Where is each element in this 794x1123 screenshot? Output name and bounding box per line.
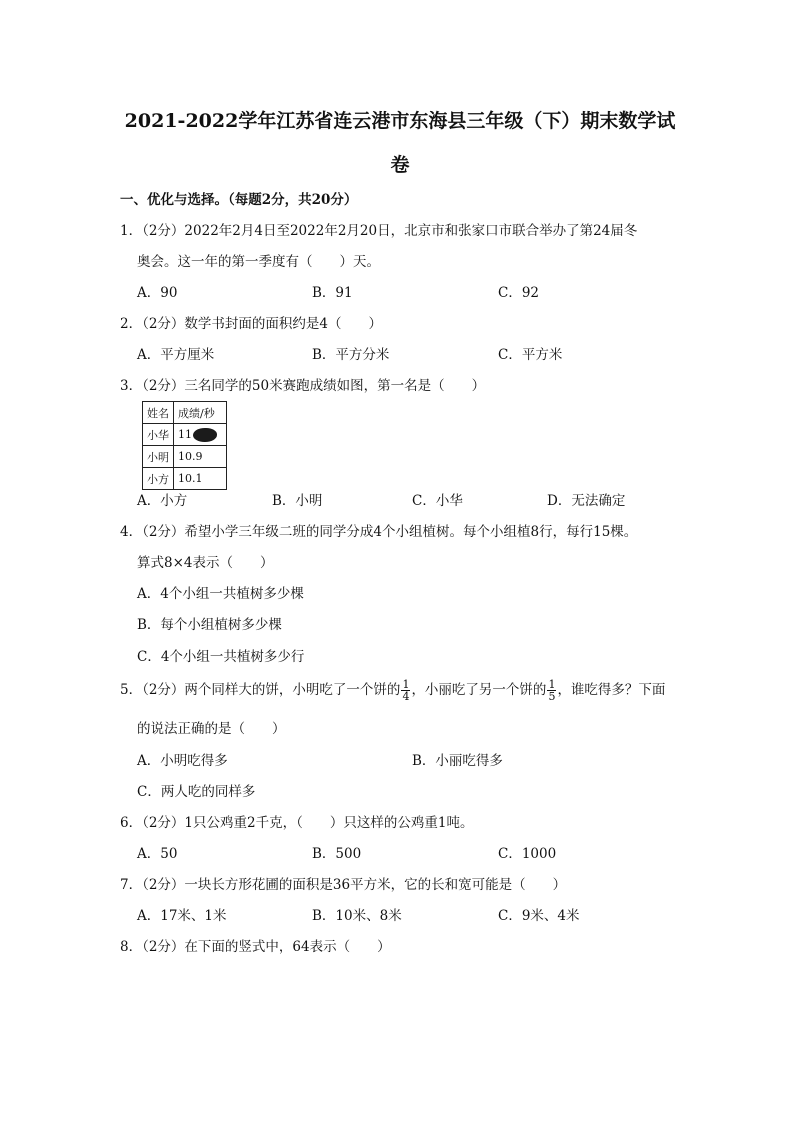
question-8-text: 8．（2分）在下面的竖式中，64表示（ ）: [120, 939, 391, 955]
q6-option-b: B．500: [312, 846, 362, 862]
table-cell: 10.9: [174, 446, 227, 468]
q7-option-a: A．17米、1米: [137, 908, 227, 924]
question-5-text-cont: 的说法正确的是（ ）: [137, 721, 286, 737]
fraction-one-quarter: [401, 679, 410, 702]
question-4-text-cont: 算式8×4表示（ ）: [137, 555, 274, 571]
q1-option-b: B．91: [312, 285, 353, 301]
question-6-text: 6．（2分）1只公鸡重2千克，（ ）只这样的公鸡重1吨。: [120, 815, 474, 831]
table-header-row: [143, 402, 227, 424]
ink-blot: [193, 428, 217, 442]
fraction-denominator: 5: [548, 690, 556, 703]
question-4-text: 4．（2分）希望小学三年级二班的同学分成4个小组植树。每个小组植8行，每行15棵。: [120, 524, 638, 540]
question-2-text: 2．（2分）数学书封面的面积约是4（ ）: [120, 316, 383, 332]
q1-option-c: C．92: [498, 285, 540, 301]
q3-option-a: A．小方: [137, 493, 188, 509]
fraction-one-fifth: [547, 679, 556, 702]
q5-option-b: B．小丽吃得多: [412, 753, 503, 769]
q3-option-b: B．小明: [272, 493, 323, 509]
exam-title-line2: 卷: [390, 154, 410, 176]
question-1-text: 1．（2分）2022年2月4日至2022年2月20日，北京市和张家口市联合举办了第24届冬: [120, 223, 638, 239]
table-header-cell: 成绩/秒: [174, 402, 227, 424]
table-cell-value: 11: [178, 427, 192, 441]
exam-title-line1: 2021-2022学年江苏省连云港市东海县三年级（下）期末数学试: [124, 110, 676, 132]
table-cell: 小明: [143, 446, 174, 468]
q7-option-b: B．10米、8米: [312, 908, 402, 924]
table-row: [143, 446, 227, 468]
question-5-text: [120, 678, 665, 702]
q2-option-a: A．平方厘米: [137, 347, 215, 363]
table-cell: 小方: [143, 468, 174, 490]
q4-option-c: C．4个小组一共植树多少行: [137, 649, 305, 665]
table-row: [143, 468, 227, 490]
q3-option-d: D．无法确定: [547, 493, 626, 509]
question-1-text-cont: 奥会。这一年的第一季度有（ ）天。: [137, 254, 380, 270]
q4-option-b: B．每个小组植树多少棵: [137, 617, 282, 633]
q5-text-part2: ，小丽吃了另一个饼的: [411, 682, 547, 698]
q1-option-a: A．90: [137, 285, 178, 301]
table-header-cell: 姓名: [143, 402, 174, 424]
q5-text-part3: ，谁吃得多？下面: [557, 682, 666, 698]
fraction-numerator: 1: [548, 678, 556, 691]
section-heading: 一、优化与选择。（每题2分，共20分）: [120, 192, 358, 208]
fraction-denominator: 4: [402, 690, 410, 703]
q2-option-c: C．平方米: [498, 347, 563, 363]
question-3-text: 3．（2分）三名同学的50米赛跑成绩如图，第一名是（ ）: [120, 378, 486, 394]
table-row: [143, 424, 227, 446]
q6-option-c: C．1000: [498, 846, 557, 862]
q6-option-a: A．50: [137, 846, 178, 862]
race-results-table: [142, 401, 227, 490]
table-cell: 10.1: [174, 468, 227, 490]
table-cell: 小华: [143, 424, 174, 446]
q7-option-c: C．9米、4米: [498, 908, 580, 924]
q5-option-a: A．小明吃得多: [137, 753, 228, 769]
q5-option-c: C．两人吃的同样多: [137, 784, 256, 800]
question-7-text: 7．（2分）一块长方形花圃的面积是36平方米，它的长和宽可能是（ ）: [120, 877, 567, 893]
fraction-numerator: 1: [402, 678, 410, 691]
table-cell-smudged: [174, 424, 227, 446]
q4-option-a: A．4个小组一共植树多少棵: [137, 586, 304, 602]
q3-option-c: C．小华: [412, 493, 463, 509]
q5-text-part1: 5．（2分）两个同样大的饼，小明吃了一个饼的: [120, 682, 401, 698]
q2-option-b: B．平方分米: [312, 347, 390, 363]
